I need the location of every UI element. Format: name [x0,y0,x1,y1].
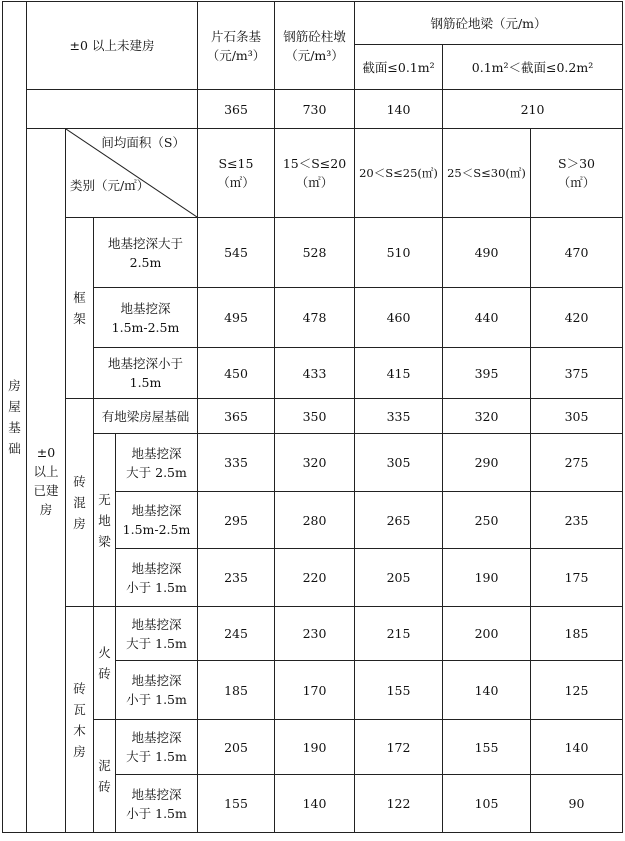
stone-strip-label: 片石条基 [210,28,261,44]
value-cell: 365 [198,399,275,434]
row-label-line: 小于 1.5m [126,805,187,821]
row-label-line: 地基挖深小于 [107,356,183,371]
value-cell: 105 [443,775,531,833]
price-section-small: 140 [355,90,443,129]
value-cell: 495 [198,288,275,348]
row-label-line: 1.5m-2.5m [111,319,180,335]
value-cell: 510 [355,218,443,288]
value-cell: 90 [531,775,623,833]
row-label [116,492,198,549]
price-rc-pier: 730 [275,90,355,129]
brick-concrete-label: 砖混房 [73,474,86,531]
value-cell: 528 [275,218,355,288]
rc-beam-label: 钢筋砼地梁（元/m） [430,15,547,31]
mud-brick-label: 泥砖 [98,758,111,794]
value-cell: 470 [531,218,623,288]
no-ground-beam-label: 无地梁 [98,491,111,549]
row-label-line: 2.5m [129,254,162,270]
value-cell: 200 [443,607,531,661]
range-4-label: 25＜S≤30(㎡) [447,165,526,180]
fire-brick-cell [94,607,116,720]
diagonal-header-cell [66,129,198,218]
value-cell: 190 [443,549,531,607]
brick-tile-wood-label: 砖瓦木房 [73,680,86,759]
row-label-line: 地基挖深 [131,616,182,632]
row-label-line: 1.5m-2.5m [122,522,191,537]
above-zero-built-label: ±0 以上已建房 [33,444,59,517]
row-label [116,434,198,492]
table-row [3,434,623,492]
value-cell: 220 [275,549,355,607]
value-cell: 175 [531,549,623,607]
row-label-line: 地基挖深 [131,503,182,518]
row-label-line: 大于 2.5m [126,464,187,480]
value-cell: 335 [198,434,275,492]
row-label-line: 地基挖深 [120,300,171,316]
range-3-label: 20＜S≤25(㎡) [359,165,438,180]
frame-cell [66,218,94,399]
row-label-line: 地基挖深 [131,786,182,802]
row-label-line: 小于 1.5m [126,579,187,595]
value-cell: 235 [198,549,275,607]
range-4 [443,129,531,218]
value-cell: 478 [275,288,355,348]
category-label: 类别（元/㎡） [70,178,150,193]
no-ground-beam-cell [94,434,116,607]
value-cell: 545 [198,218,275,288]
value-cell: 140 [531,720,623,775]
row-label-line: 小于 1.5m [126,692,187,707]
row-label [94,218,198,288]
value-cell: 205 [198,720,275,775]
row-label [116,607,198,661]
row-label-line: 大于 1.5m [126,635,187,651]
rc-pier-unit: （元/m³） [285,47,344,63]
table-row [3,218,623,288]
row-label [94,288,198,348]
row-label [94,348,198,399]
range-5 [531,129,623,218]
value-cell: 490 [443,218,531,288]
stone-strip-unit: （元/m³） [206,47,266,63]
value-cell: 433 [275,348,355,399]
table-row [3,720,623,775]
value-cell: 415 [355,348,443,399]
range-1-unit: （㎡） [217,175,255,190]
row-label [94,399,198,434]
value-cell: 122 [355,775,443,833]
row-label [116,775,198,833]
table-row [3,607,623,661]
range-5-label: S＞30 [558,156,595,171]
above-zero-built-cell [27,129,66,833]
row-label-line: 1.5m [129,375,162,390]
value-cell: 140 [275,775,355,833]
rc-pier-header [275,2,355,90]
value-cell: 280 [275,492,355,549]
row-label-line: 地基挖深 [131,445,182,461]
house-foundation-label: 房屋基础 [8,378,21,456]
value-cell: 215 [355,607,443,661]
section-small-header [355,45,443,90]
value-cell: 235 [531,492,623,549]
row-label [116,720,198,775]
brick-concrete-cell [66,399,94,607]
value-cell: 125 [531,661,623,720]
value-cell: 155 [355,661,443,720]
row-label-line: 地基挖深 [131,673,182,688]
mud-brick-cell [94,720,116,833]
value-cell: 185 [198,661,275,720]
range-1 [198,129,275,218]
fire-brick-label: 火砖 [98,645,111,681]
value-cell: 265 [355,492,443,549]
range-3 [355,129,443,218]
value-cell: 440 [443,288,531,348]
value-cell: 155 [443,720,531,775]
range-2 [275,129,355,218]
section-large-label: 0.1m²＜截面≤0.2m² [471,59,594,75]
rc-pier-label: 钢筋砼柱墩 [283,28,346,44]
value-cell: 190 [275,720,355,775]
compensation-table [2,1,623,833]
value-cell: 170 [275,661,355,720]
value-cell: 320 [275,434,355,492]
value-cell: 245 [198,607,275,661]
stone-strip-header [198,2,275,90]
value-cell: 450 [198,348,275,399]
row-label-line: 地基挖深 [131,730,182,745]
range-1-label: S≤15 [218,156,254,171]
value-cell: 460 [355,288,443,348]
above-zero-unbuilt-label: ±0 以上未建房 [69,38,155,53]
value-cell: 205 [355,549,443,607]
value-cell: 275 [531,434,623,492]
rc-beam-header [355,2,623,45]
value-cell: 420 [531,288,623,348]
row-label-line: 有地梁房屋基础 [101,408,190,424]
value-cell: 295 [198,492,275,549]
value-cell: 140 [443,661,531,720]
value-cell: 185 [531,607,623,661]
range-2-label: 15＜S≤20 [282,156,347,171]
range-2-unit: （㎡） [295,175,334,190]
value-cell: 305 [531,399,623,434]
range-5-unit: （㎡） [557,175,596,190]
side-label-house-foundation [3,2,27,833]
value-cell: 250 [443,492,531,549]
row-label-line: 地基挖深 [131,560,182,576]
value-cell: 155 [198,775,275,833]
above-zero-unbuilt-cell [27,2,198,90]
value-cell: 305 [355,434,443,492]
table-row [3,399,623,434]
row-label [116,661,198,720]
brick-tile-wood-cell [66,607,94,833]
value-cell: 350 [275,399,355,434]
price-stone-strip: 365 [198,90,275,129]
value-cell: 172 [355,720,443,775]
section-small-label: 截面≤0.1m² [362,59,435,75]
value-cell: 320 [443,399,531,434]
table-row [3,348,623,399]
value-cell: 290 [443,434,531,492]
empty-cell [27,90,198,129]
table-row [3,288,623,348]
row-label-line: 大于 1.5m [126,749,187,764]
value-cell: 335 [355,399,443,434]
price-section-large: 210 [443,90,623,129]
value-cell: 230 [275,607,355,661]
value-cell: 395 [443,348,531,399]
area-label: 间均面积（S） [101,135,185,150]
row-label [116,549,198,607]
frame-label: 框架 [73,290,86,326]
value-cell: 375 [531,348,623,399]
section-large-header [443,45,623,90]
row-label-line: 地基挖深大于 [107,235,183,251]
